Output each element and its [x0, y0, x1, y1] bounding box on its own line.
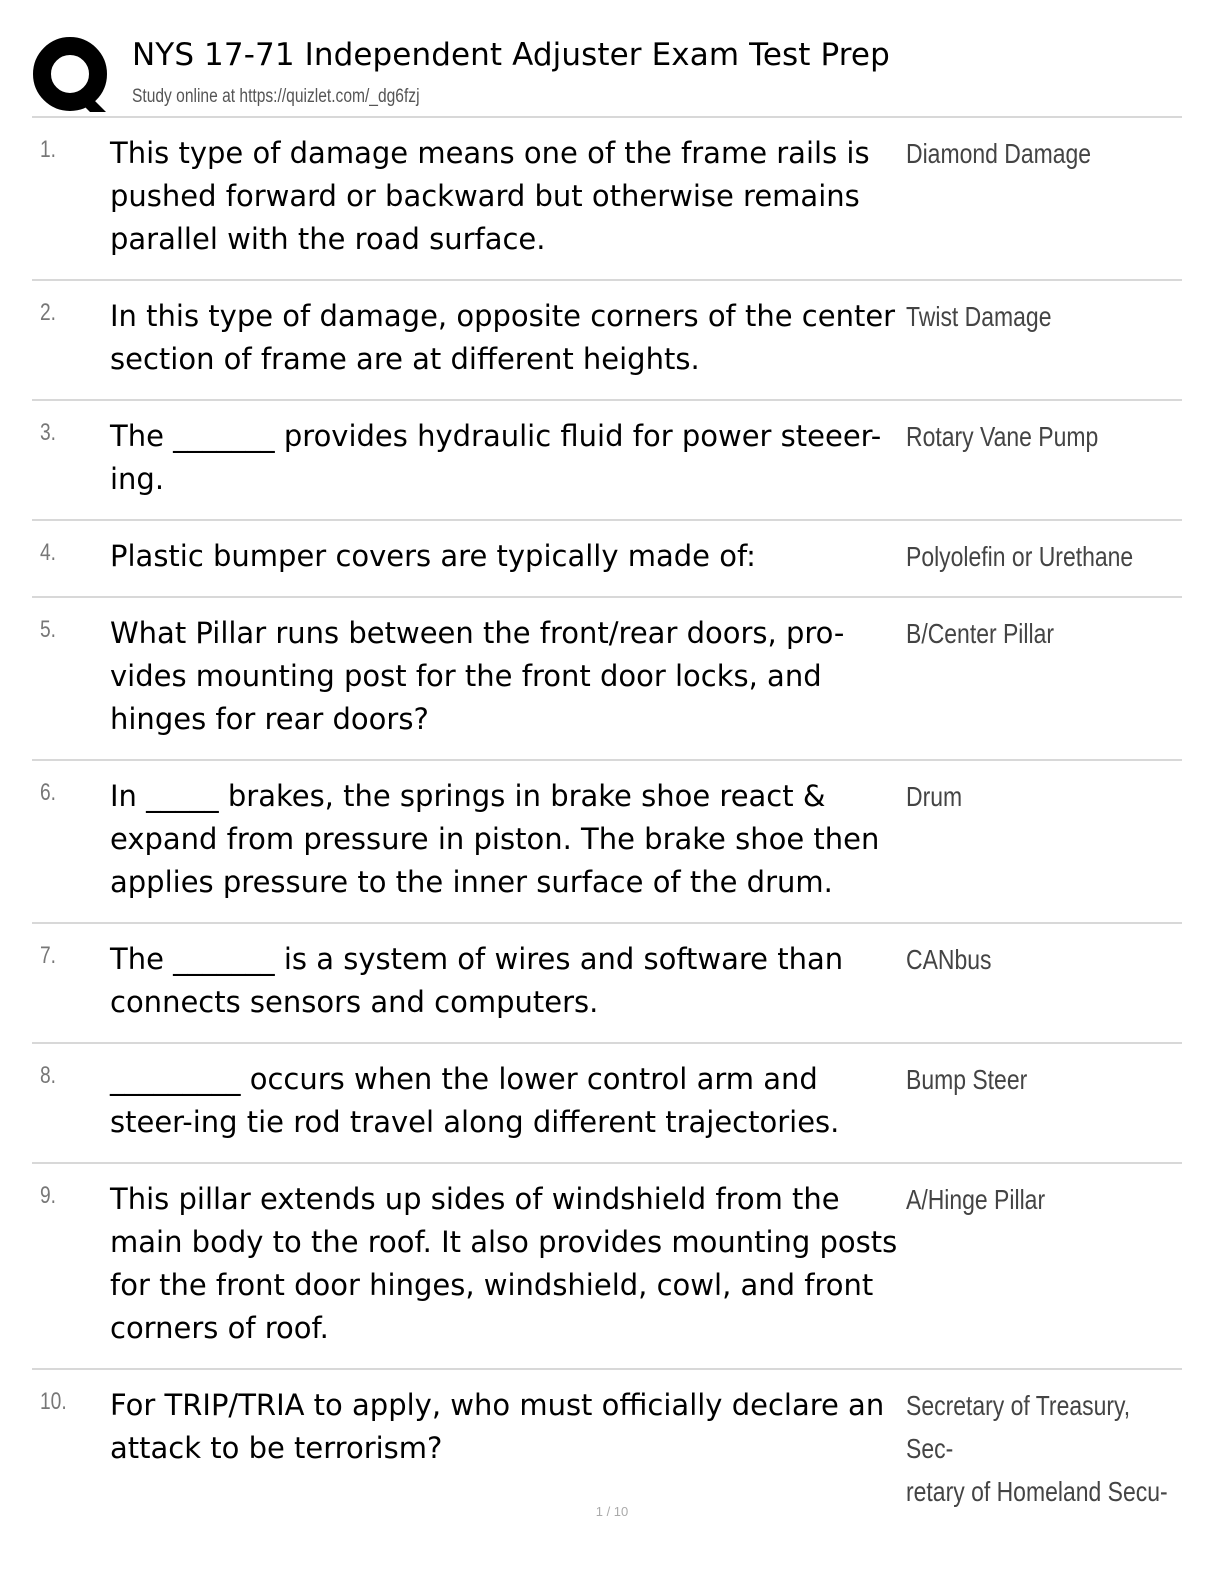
flashcard-row	[32, 761, 1182, 924]
flashcard-row	[32, 1370, 1182, 1507]
card-definition: A/Hinge Pillar	[906, 1184, 1046, 1215]
card-definition: Bump Steer	[906, 1064, 1028, 1095]
card-list	[32, 118, 1182, 1507]
card-definition: Secretary of Treasury, Sec- retary of Homeland Secu-	[906, 1390, 1168, 1507]
card-number: 4.	[40, 539, 57, 566]
flashcard-row	[32, 281, 1182, 401]
quizlet-logo-icon	[32, 34, 112, 114]
card-term: _________ occurs when the lower control arm and steer-ing tie rod travel along different trajectories.	[110, 1062, 840, 1139]
card-number: 9.	[40, 1182, 57, 1209]
card-definition: Rotary Vane Pump	[906, 421, 1099, 452]
flashcard-row	[32, 521, 1182, 598]
card-term: This type of damage means one of the frame rails is pushed forward or backward but otherwise remains parallel with the road surface.	[110, 136, 870, 256]
card-term: This pillar extends up sides of windshield from the main body to the roof. It also provides mounting posts for the front door hinges, windshield, cowl, and front corners of roof.	[110, 1182, 898, 1345]
card-definition: Diamond Damage	[906, 138, 1092, 169]
card-definition: Twist Damage	[906, 301, 1052, 332]
card-definition: B/Center Pillar	[906, 618, 1055, 649]
study-online-link[interactable]: Study online at https://quizlet.com/_dg6fzj	[132, 86, 420, 107]
card-term: For TRIP/TRIA to apply, who must officially declare an attack to be terrorism?	[110, 1388, 885, 1465]
card-number: 7.	[40, 942, 57, 969]
flashcard-row	[32, 598, 1182, 761]
flashcard-row	[32, 924, 1182, 1044]
card-term: In _____ brakes, the springs in brake shoe react & expand from pressure in piston. The brake shoe then applies pressure to the inner surface of the drum.	[110, 779, 880, 899]
card-number: 2.	[40, 299, 57, 326]
flashcard-row	[32, 118, 1182, 281]
card-number: 8.	[40, 1062, 57, 1089]
flashcard-row	[32, 401, 1182, 521]
card-number: 10.	[40, 1388, 67, 1415]
card-number: 5.	[40, 616, 57, 643]
card-term: The _______ is a system of wires and software than connects sensors and computers.	[110, 942, 844, 1019]
card-definition: Drum	[906, 781, 963, 812]
card-term: In this type of damage, opposite corners of the center section of frame are at different heights.	[110, 299, 896, 376]
card-number: 6.	[40, 779, 57, 806]
card-definition: CANbus	[906, 944, 992, 975]
card-number: 3.	[40, 419, 57, 446]
page-number: 1 / 10	[595, 1504, 629, 1519]
page-header	[32, 30, 1182, 116]
card-term: Plastic bumper covers are typically made of:	[110, 539, 756, 573]
card-number: 1.	[40, 136, 57, 163]
flashcard-row	[32, 1044, 1182, 1164]
card-term: The _______ provides hydraulic fluid for power steeer-ing.	[110, 419, 882, 496]
page-title: NYS 17-71 Independent Adjuster Exam Test Prep	[132, 37, 890, 73]
card-definition: Polyolefin or Urethane	[906, 541, 1134, 572]
flashcard-row	[32, 1164, 1182, 1370]
card-term: What Pillar runs between the front/rear doors, pro-vides mounting post for the front door locks, and hinges for rear doors?	[110, 616, 845, 736]
